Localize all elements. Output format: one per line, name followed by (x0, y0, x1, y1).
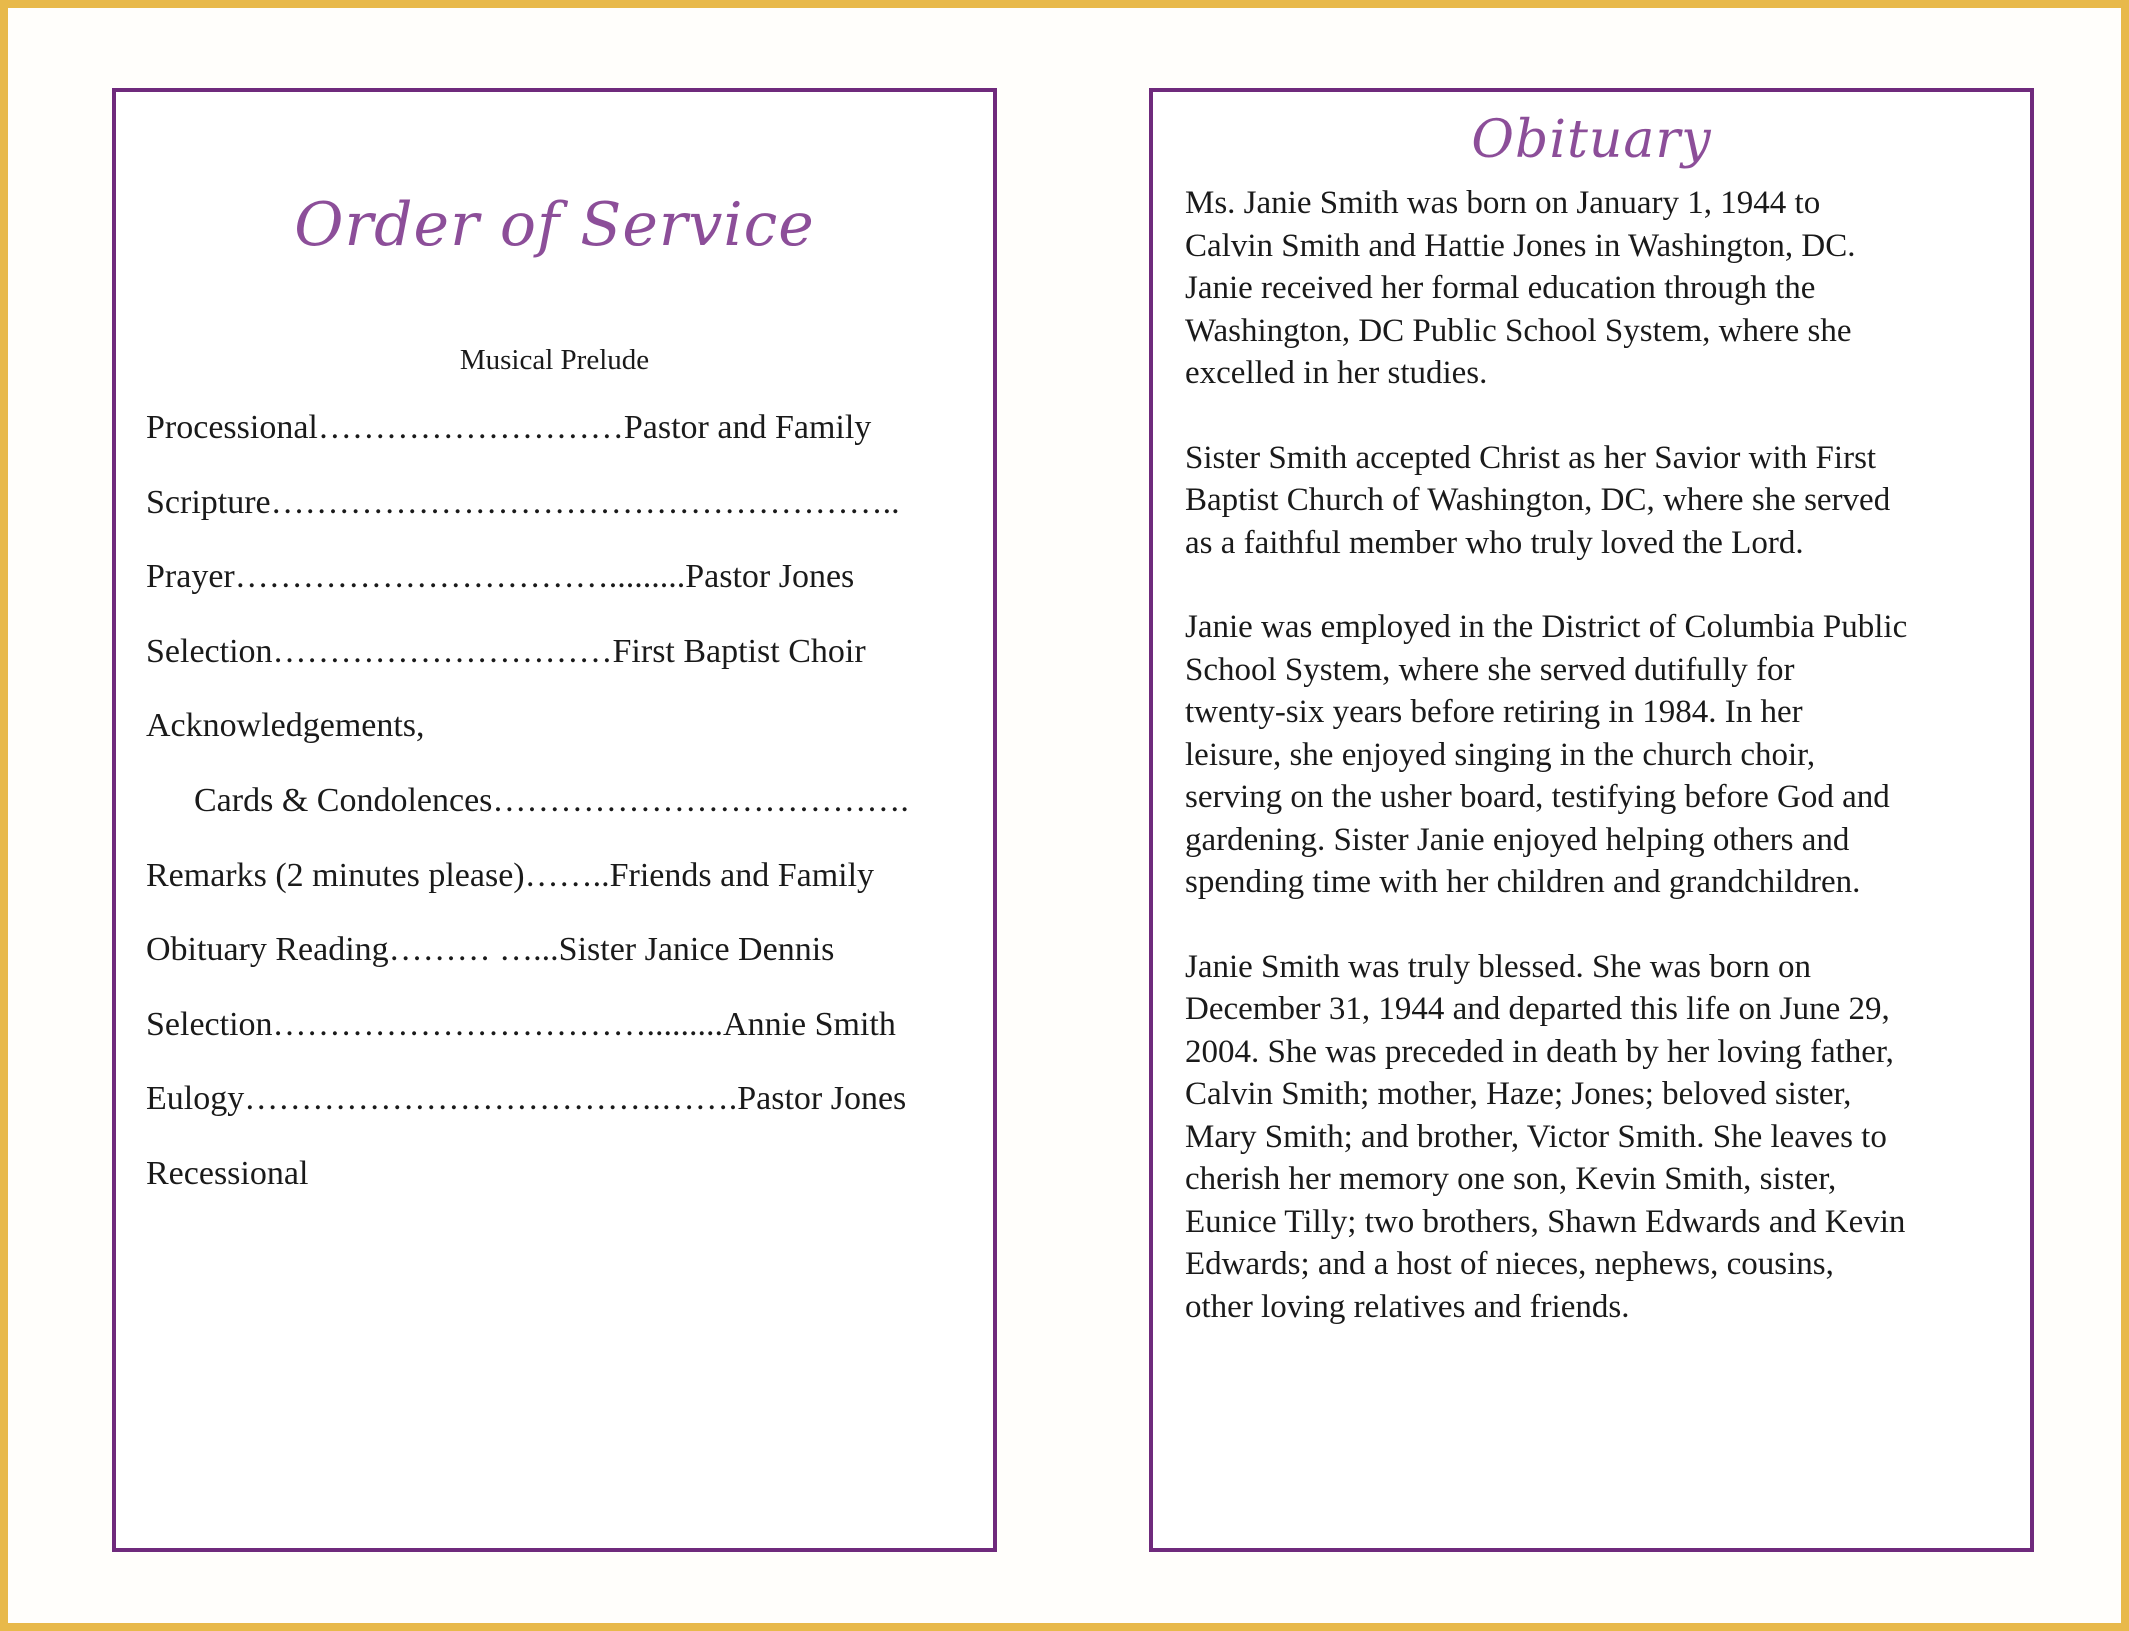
program-item-cards-condolences: Cards & Condolences………………………………. (194, 781, 909, 819)
order-of-service-panel (112, 88, 997, 1552)
program-item-recessional: Recessional (146, 1154, 309, 1192)
program-item-prayer: Prayer…………………………….........Pastor Jones (146, 558, 855, 596)
order-of-service-title: Order of Service (294, 190, 815, 260)
program-item-remarks: Remarks (2 minutes please)……..Friends and Family (146, 856, 875, 894)
obituary-paragraph: Janie was employed in the District of Columbia Public School System, where she served dutifully for twenty-six years before retiring in 1984. In her leisure, she enjoyed singing in the church choir, serving on the usher board, testifying before God and gardening. Sister Janie enjoyed helping others and spending time with her children and grandchildren. (1185, 609, 1908, 900)
obituary-title: Obituary (1471, 110, 1712, 170)
program-item-selection-2: Selection…………………………….........Annie Smith (146, 1005, 896, 1043)
obituary-paragraph: Sister Smith accepted Christ as her Savior with First Baptist Church of Washington, DC, where she served as a faithful member who truly loved the Lord. (1185, 439, 1891, 561)
program-list (146, 402, 956, 1223)
obituary-paragraph: Ms. Janie Smith was born on January 1, 1944 to Calvin Smith and Hattie Jones in Washington, DC. Janie received her formal education through the Washington, DC Public School System, where she excelled in her studies. (1185, 185, 1856, 391)
musical-prelude: Musical Prelude (459, 344, 650, 376)
program-item-acknowledgements: Acknowledgements, (146, 707, 425, 745)
program-item-obituary-reading: Obituary Reading……… …...Sister Janice Dennis (146, 931, 835, 969)
program-item-eulogy: Eulogy……………………………….…….Pastor Jones (146, 1080, 907, 1118)
obituary-panel (1149, 88, 2034, 1552)
obituary-body (1185, 182, 2015, 1370)
program-item-processional: Processional………………………Pastor and Family (146, 409, 872, 446)
obituary-paragraph: Janie Smith was truly blessed. She was born on December 31, 1944 and departed this life on June 29, 2004. She was preceded in death by her loving father, Calvin Smith; mother, Haze; Jones; beloved sister, Mary Smith; and brother, Victor Smith. She leaves to cherish her memory one son, Kevin Smith, sister, Eunice Tilly; two brothers, Shawn Edwards and Kevin Edwards; and a host of nieces, nephews, cousins, other loving relatives and friends. (1185, 948, 1906, 1325)
program-item-scripture: Scripture……………………………………………….. (146, 483, 900, 521)
program-item-selection: Selection…………………………First Baptist Choir (146, 632, 866, 670)
